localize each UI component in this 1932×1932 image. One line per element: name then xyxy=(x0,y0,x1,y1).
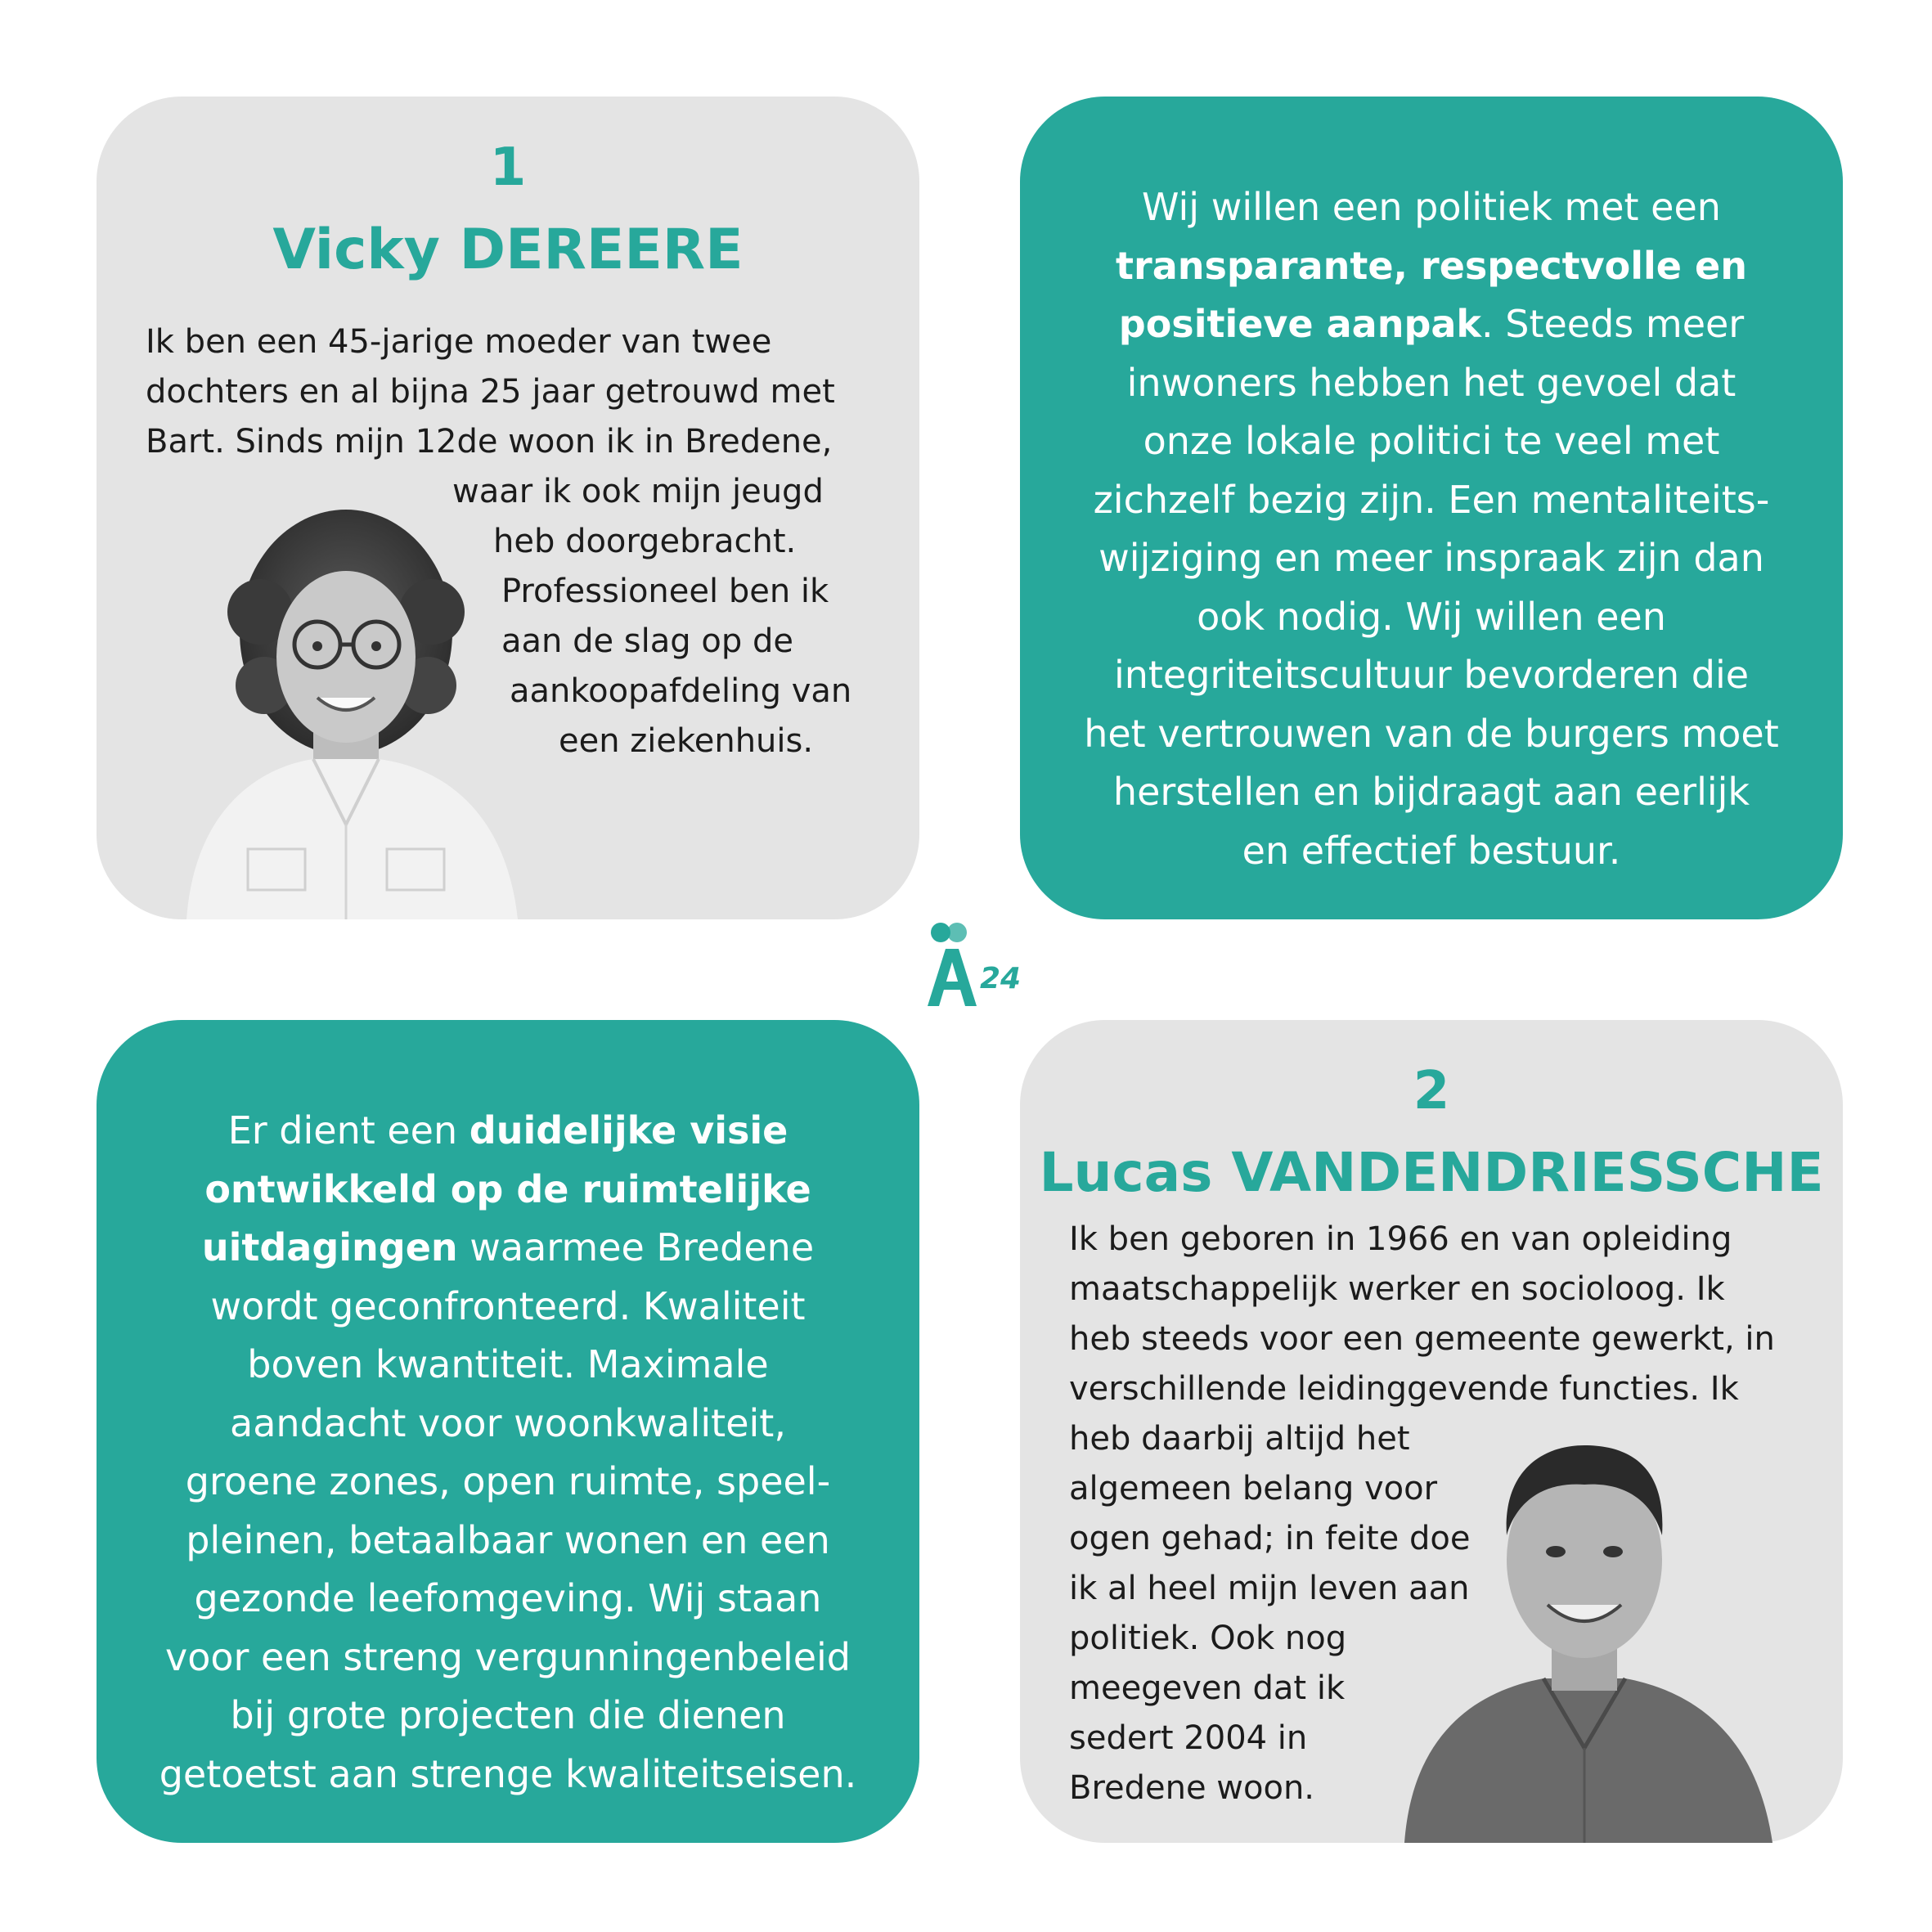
quote-text: Er dient een duidelijke visie ontwikkeld op de ruimtelijke uitdagingen waarmee Bredene wordt geconfronteerd. Kwaliteit boven kwantiteit. Maximale aandacht voor woonkwaliteit, groene zones, open ruimte, speel- pleinen, betaalbaar wonen en een gezonde leefomgeving. Wij staan voor een streng vergunningenbeleid bij grote projecten die dienen getoetst aan strenge kwaliteitseisen. xyxy=(159,1108,857,1796)
candidate-name: Vicky DEREERE xyxy=(272,218,744,282)
candidate-name: Lucas VANDENDRIESSCHE xyxy=(1039,1141,1824,1204)
candidate-number: 2 xyxy=(1413,1061,1450,1121)
party-logo-icon xyxy=(918,918,1022,1016)
quote-card-politics xyxy=(1020,97,1843,919)
quote-card-spatial xyxy=(97,1020,919,1843)
candidate-number: 1 xyxy=(489,137,527,198)
candidate-card-lucas xyxy=(1020,1020,1843,1843)
quote-text: Wij willen een politiek met een transparante, respectvolle en positieve aanpak. Steeds meer inwoners hebben het gevoel dat onze lokale politici te veel met zichzelf bezig zijn. Een mentaliteits- wijziging en meer inspraak zijn dan ook nodig. Wij willen een integriteitscultuur bevorderen die het vertrouwen van de burgers moet herstellen en bijdraagt aan eerlijk en effectief bestuur. xyxy=(1084,185,1779,873)
candidate-bio: Ik ben een 45-jarige moeder van twee dochters en al bijna 25 jaar getrouwd met Bart. Sinds mijn 12de woon ik in Bredene, waar ik ook mijn jeugd heb doorgebracht. Professioneel ben ik aan de slag op de aankoopafdeling van een ziekenhuis. xyxy=(146,323,852,760)
candidate-bio: Ik ben geboren in 1966 en van opleiding maatschappelijk werker en socioloog. Ik heb steeds voor een gemeente gewerkt, in verschillende leidinggevende functies. Ik heb daarbij altijd het algemeen belang voor ogen gehad; in feite doe ik al heel mijn leven aan politiek. Ook nog meegeven dat ik sedert 2004 in Bredene woon. xyxy=(1069,1220,1775,1807)
candidate-card-vicky xyxy=(97,97,919,919)
logo-text: 24 xyxy=(980,962,1022,995)
